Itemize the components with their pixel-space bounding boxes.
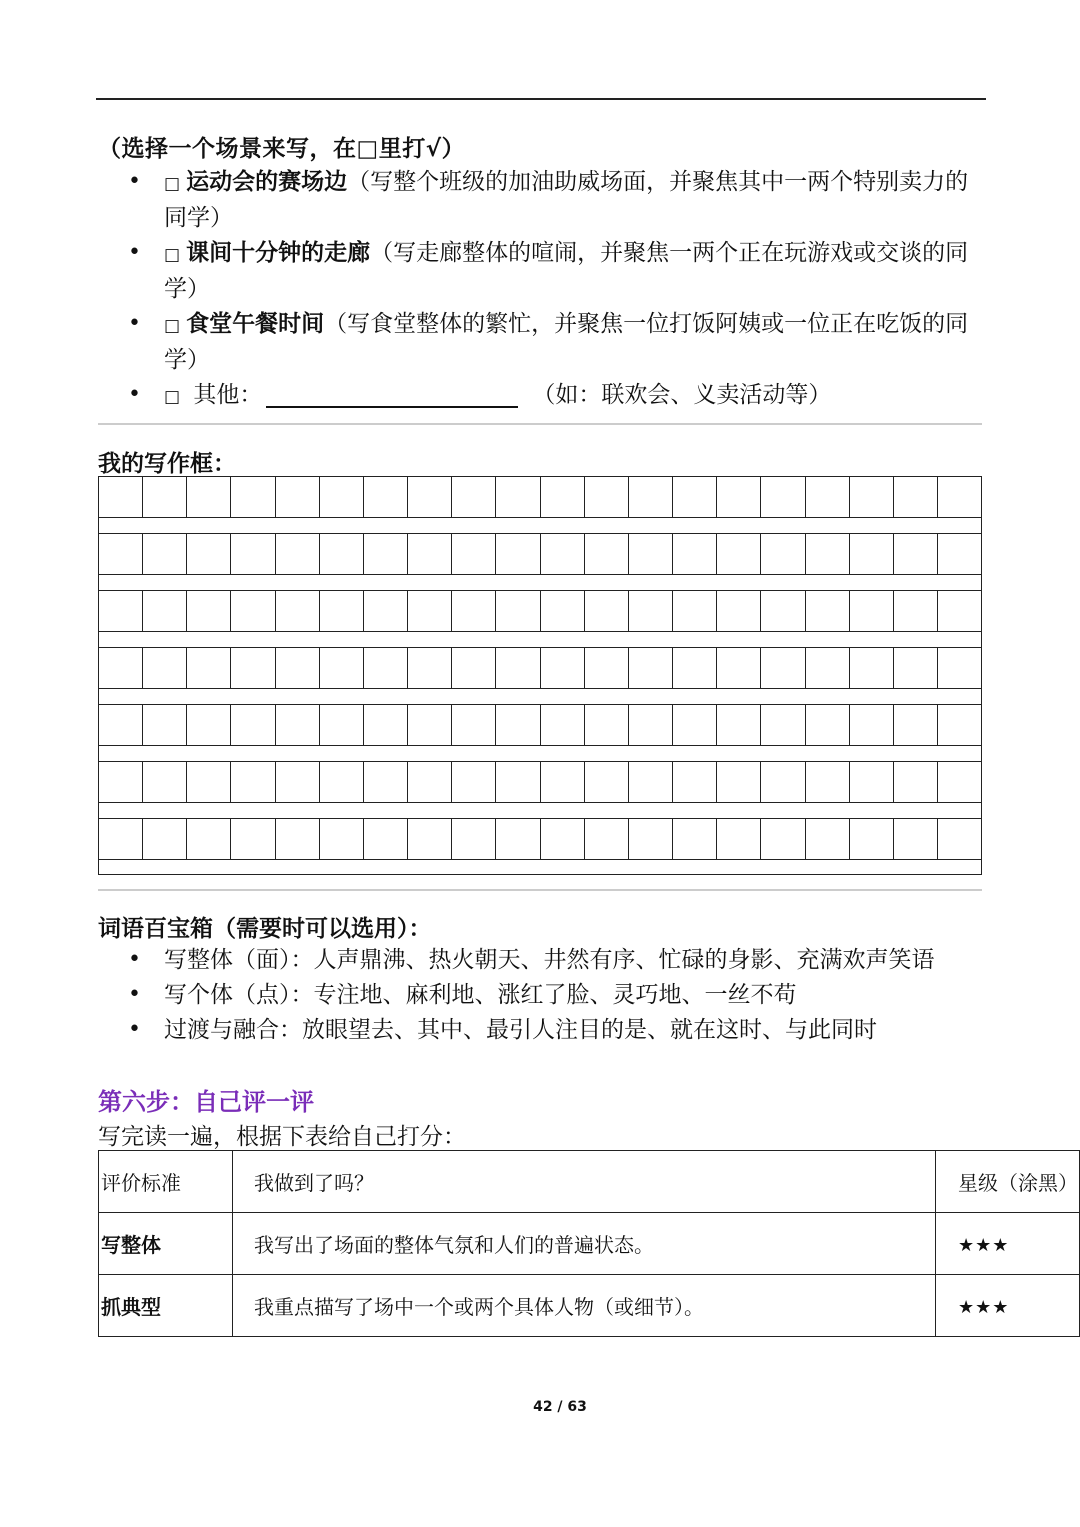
grid-cell[interactable] <box>893 705 937 745</box>
grid-cell[interactable] <box>230 705 274 745</box>
grid-cell[interactable] <box>451 705 495 745</box>
header-stars: 星级（涂黑） <box>936 1151 1080 1213</box>
grid-cell[interactable] <box>275 705 319 745</box>
grid-cell[interactable] <box>540 762 584 802</box>
grid-row <box>98 476 982 517</box>
criterion-cell: 写整体 <box>99 1213 233 1275</box>
grid-cell[interactable] <box>760 705 804 745</box>
grid-cell[interactable] <box>275 819 319 859</box>
grid-cell[interactable] <box>540 648 584 688</box>
grid-spacer <box>98 574 982 590</box>
header-question: 我做到了吗？ <box>233 1151 936 1213</box>
option-label: 其他： <box>193 382 263 408</box>
grid-cell[interactable] <box>716 819 760 859</box>
grid-row <box>98 704 982 745</box>
grid-cell[interactable] <box>319 648 363 688</box>
grid-cell[interactable] <box>319 591 363 631</box>
grid-cell[interactable] <box>230 534 274 574</box>
grid-cell[interactable] <box>849 534 893 574</box>
grid-cell[interactable] <box>628 705 672 745</box>
grid-cell[interactable] <box>628 648 672 688</box>
grid-row <box>98 647 982 688</box>
grid-cell[interactable] <box>805 591 849 631</box>
grid-cell[interactable] <box>584 762 628 802</box>
header-rule <box>96 98 986 100</box>
grid-cell[interactable] <box>893 591 937 631</box>
checkbox-icon[interactable]: □ <box>164 174 181 194</box>
grid-cell[interactable] <box>275 477 319 517</box>
grid-cell[interactable] <box>805 648 849 688</box>
grid-cell[interactable] <box>142 591 186 631</box>
grid-cell[interactable] <box>230 648 274 688</box>
option-title: 运动会的赛场边 <box>186 169 348 195</box>
grid-cell[interactable] <box>407 819 451 859</box>
grid-cell[interactable] <box>230 762 274 802</box>
grid-cell[interactable] <box>716 648 760 688</box>
grid-cell[interactable] <box>628 534 672 574</box>
divider <box>98 889 982 891</box>
checkbox-icon[interactable]: □ <box>164 245 181 265</box>
grid-cell[interactable] <box>716 705 760 745</box>
list-item: • 写整体（面）：人声鼎沸、热火朝天、井然有序、忙碌的身影、充满欢声笑语 <box>128 943 988 977</box>
scene-options <box>128 165 988 415</box>
grid-cell[interactable] <box>937 648 981 688</box>
grid-cell[interactable] <box>672 819 716 859</box>
grid-cell[interactable] <box>760 762 804 802</box>
grid-cell[interactable] <box>319 705 363 745</box>
grid-cell[interactable] <box>407 591 451 631</box>
grid-cell[interactable] <box>451 648 495 688</box>
grid-cell[interactable] <box>319 534 363 574</box>
grid-cell[interactable] <box>495 591 539 631</box>
checkbox-icon[interactable]: □ <box>164 387 181 407</box>
grid-cell[interactable] <box>230 819 274 859</box>
grid-cell[interactable] <box>495 648 539 688</box>
grid-cell[interactable] <box>451 591 495 631</box>
grid-cell[interactable] <box>186 534 230 574</box>
grid-cell[interactable] <box>805 819 849 859</box>
scene-option-sports[interactable] <box>128 165 988 235</box>
grid-cell[interactable] <box>760 534 804 574</box>
description-cell: 我写出了场面的整体气氛和人们的普遍状态。 <box>233 1213 936 1275</box>
grid-cell[interactable] <box>760 591 804 631</box>
grid-cell[interactable] <box>275 648 319 688</box>
grid-cell[interactable] <box>99 762 142 802</box>
star-rating[interactable]: ★★★ <box>958 1234 1010 1256</box>
grid-cell[interactable] <box>186 762 230 802</box>
bullet-icon: • <box>128 240 141 265</box>
grid-cell[interactable] <box>540 705 584 745</box>
grid-cell[interactable] <box>672 534 716 574</box>
grid-cell[interactable] <box>849 762 893 802</box>
grid-cell[interactable] <box>186 477 230 517</box>
grid-spacer <box>98 745 982 761</box>
grid-cell[interactable] <box>319 819 363 859</box>
bullet-icon: • <box>128 1017 141 1042</box>
grid-cell[interactable] <box>805 477 849 517</box>
grid-cell[interactable] <box>716 591 760 631</box>
grid-cell[interactable] <box>849 648 893 688</box>
grid-cell[interactable] <box>540 477 584 517</box>
grid-cell[interactable] <box>451 477 495 517</box>
bullet-icon: • <box>128 382 141 407</box>
grid-cell[interactable] <box>142 648 186 688</box>
grid-spacer <box>98 802 982 818</box>
grid-cell[interactable] <box>363 705 407 745</box>
grid-cell[interactable] <box>230 477 274 517</box>
grid-cell[interactable] <box>584 477 628 517</box>
checkbox-icon[interactable]: □ <box>164 316 181 336</box>
grid-cell[interactable] <box>893 762 937 802</box>
grid-cell[interactable] <box>893 477 937 517</box>
grid-cell[interactable] <box>628 762 672 802</box>
list-item: • 写个体（点）：专注地、麻利地、涨红了脸、灵巧地、一丝不苟 <box>128 978 988 1012</box>
grid-cell[interactable] <box>407 705 451 745</box>
grid-cell[interactable] <box>672 477 716 517</box>
grid-cell[interactable] <box>584 534 628 574</box>
other-scene-blank[interactable] <box>266 384 518 408</box>
grid-cell[interactable] <box>186 705 230 745</box>
grid-cell[interactable] <box>540 534 584 574</box>
option-desc: （写整个班级的加油助威场面，并聚焦其中一两个特别卖力的同学） <box>164 169 969 231</box>
grid-cell[interactable] <box>142 705 186 745</box>
option-desc: （写食堂整体的繁忙，并聚焦一位打饭阿姨或一位正在吃饭的同学） <box>164 311 969 373</box>
grid-row <box>98 818 982 859</box>
grid-cell[interactable] <box>937 534 981 574</box>
grid-cell[interactable] <box>99 819 142 859</box>
grid-cell[interactable] <box>584 819 628 859</box>
grid-cell[interactable] <box>230 591 274 631</box>
header-criterion: 评价标准 <box>99 1151 233 1213</box>
grid-cell[interactable] <box>142 762 186 802</box>
bullet-icon: • <box>128 169 141 194</box>
word-box-title: 词语百宝箱（需要时可以选用）： <box>98 916 432 942</box>
grid-cell[interactable] <box>628 819 672 859</box>
grid-cell[interactable] <box>495 705 539 745</box>
grid-cell[interactable] <box>495 762 539 802</box>
grid-cell[interactable] <box>99 648 142 688</box>
grid-cell[interactable] <box>893 534 937 574</box>
bullet-icon: • <box>128 982 141 1007</box>
bullet-icon: • <box>128 311 141 336</box>
step-title: 第六步：自己评一评 <box>98 1088 314 1116</box>
grid-cell[interactable] <box>760 477 804 517</box>
grid-cell[interactable] <box>99 705 142 745</box>
option-desc: （写走廊整体的喧闹，并聚焦一两个正在玩游戏或交谈的同学） <box>164 240 969 302</box>
grid-cell[interactable] <box>363 534 407 574</box>
criterion-cell: 抓典型 <box>99 1275 233 1337</box>
grid-cell[interactable] <box>142 477 186 517</box>
grid-cell[interactable] <box>363 762 407 802</box>
grid-cell[interactable] <box>672 648 716 688</box>
grid-spacer <box>98 688 982 704</box>
scene-option-canteen[interactable] <box>128 307 988 377</box>
grid-cell[interactable] <box>805 534 849 574</box>
grid-cell[interactable] <box>363 819 407 859</box>
description-cell: 我重点描写了场中一个或两个具体人物（或细节）。 <box>233 1275 936 1337</box>
grid-cell[interactable] <box>672 591 716 631</box>
grid-cell[interactable] <box>849 591 893 631</box>
grid-cell[interactable] <box>937 705 981 745</box>
grid-cell[interactable] <box>805 705 849 745</box>
grid-cell[interactable] <box>893 648 937 688</box>
grid-cell[interactable] <box>937 591 981 631</box>
grid-cell[interactable] <box>805 762 849 802</box>
bullet-icon: • <box>128 947 141 972</box>
scene-option-corridor[interactable] <box>128 236 988 306</box>
grid-cell[interactable] <box>275 534 319 574</box>
table-row <box>99 1275 1080 1337</box>
word-list <box>128 943 988 1048</box>
grid-cell[interactable] <box>893 819 937 859</box>
grid-cell[interactable] <box>716 477 760 517</box>
grid-spacer <box>98 517 982 533</box>
grid-cell[interactable] <box>407 477 451 517</box>
grid-cell[interactable] <box>495 819 539 859</box>
grid-cell[interactable] <box>142 819 186 859</box>
option-title: 食堂午餐时间 <box>186 311 325 337</box>
grid-cell[interactable] <box>584 591 628 631</box>
grid-cell[interactable] <box>186 648 230 688</box>
grid-cell[interactable] <box>451 762 495 802</box>
star-rating[interactable]: ★★★ <box>958 1296 1010 1318</box>
scene-instruction: （选择一个场景来写，在□里打√） <box>98 136 466 162</box>
grid-cell[interactable] <box>937 477 981 517</box>
grid-cell[interactable] <box>407 534 451 574</box>
grid-row <box>98 761 982 802</box>
grid-spacer <box>98 859 982 875</box>
grid-cell[interactable] <box>319 762 363 802</box>
grid-spacer <box>98 631 982 647</box>
step-description: 写完读一遍，根据下表给自己打分： <box>98 1124 466 1150</box>
grid-cell[interactable] <box>451 819 495 859</box>
grid-cell[interactable] <box>716 762 760 802</box>
grid-cell[interactable] <box>451 534 495 574</box>
grid-cell[interactable] <box>495 477 539 517</box>
grid-cell[interactable] <box>319 477 363 517</box>
grid-cell[interactable] <box>495 534 539 574</box>
grid-cell[interactable] <box>407 762 451 802</box>
grid-cell[interactable] <box>363 591 407 631</box>
grid-cell[interactable] <box>275 762 319 802</box>
grid-cell[interactable] <box>937 819 981 859</box>
grid-row <box>98 533 982 574</box>
grid-cell[interactable] <box>672 762 716 802</box>
grid-cell[interactable] <box>849 705 893 745</box>
option-hint: （如：联欢会、义卖活动等） <box>532 382 832 408</box>
list-item: • 过渡与融合：放眼望去、其中、最引人注目的是、就在这时、与此同时 <box>128 1013 988 1047</box>
grid-cell[interactable] <box>672 705 716 745</box>
writing-grid[interactable] <box>98 476 982 875</box>
grid-cell[interactable] <box>275 591 319 631</box>
grid-cell[interactable] <box>716 534 760 574</box>
writing-box-title: 我的写作框： <box>98 451 236 477</box>
evaluation-table <box>98 1150 1080 1337</box>
grid-row <box>98 590 982 631</box>
grid-cell[interactable] <box>628 477 672 517</box>
grid-cell[interactable] <box>760 648 804 688</box>
grid-cell[interactable] <box>186 591 230 631</box>
grid-cell[interactable] <box>99 591 142 631</box>
grid-cell[interactable] <box>584 705 628 745</box>
grid-cell[interactable] <box>628 591 672 631</box>
option-title: 课间十分钟的走廊 <box>186 240 371 266</box>
table-header-row <box>99 1151 1080 1213</box>
grid-cell[interactable] <box>99 534 142 574</box>
grid-cell[interactable] <box>540 819 584 859</box>
grid-cell[interactable] <box>99 477 142 517</box>
grid-cell[interactable] <box>540 591 584 631</box>
grid-cell[interactable] <box>937 762 981 802</box>
table-row <box>99 1213 1080 1275</box>
grid-cell[interactable] <box>584 648 628 688</box>
page-number: 42 / 63 <box>533 1399 587 1415</box>
grid-cell[interactable] <box>363 477 407 517</box>
grid-cell[interactable] <box>407 648 451 688</box>
scene-option-other[interactable] <box>128 378 988 414</box>
grid-cell[interactable] <box>363 648 407 688</box>
divider <box>98 423 982 425</box>
grid-cell[interactable] <box>142 534 186 574</box>
grid-cell[interactable] <box>186 819 230 859</box>
grid-cell[interactable] <box>760 819 804 859</box>
grid-cell[interactable] <box>849 477 893 517</box>
grid-cell[interactable] <box>849 819 893 859</box>
